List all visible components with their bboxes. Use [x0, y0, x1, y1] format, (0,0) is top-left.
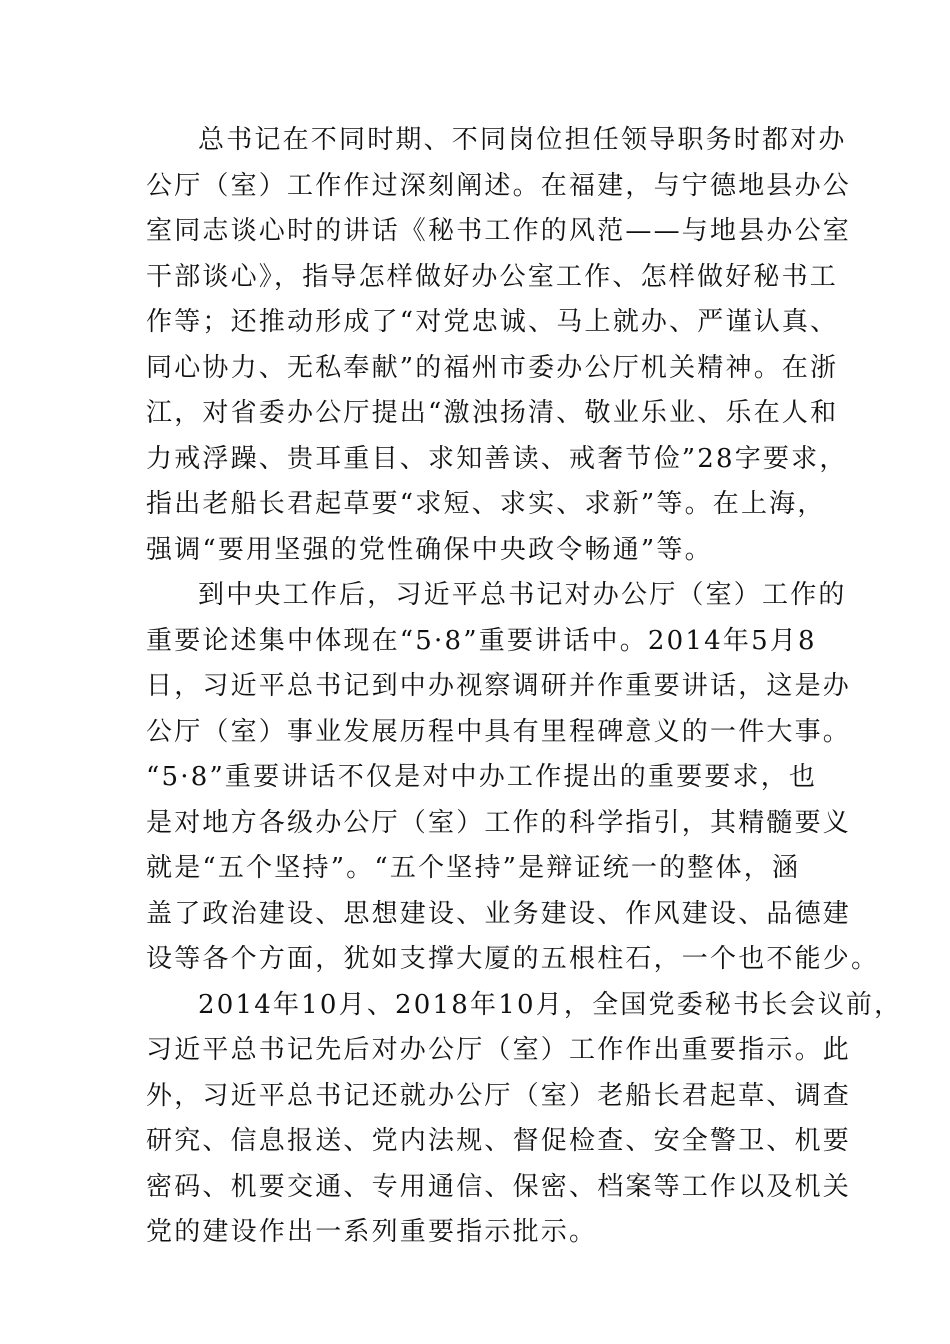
text-line: 室同志谈心时的讲话《秘书工作的风范——与地县办公室 — [146, 216, 852, 246]
text-line: 2014年10月、2018年10月，全国党委秘书长会议前， — [198, 989, 903, 1020]
text-line: 日，习近平总书记到中办视察调研并作重要讲话，这是办 — [146, 671, 852, 701]
text-line: 党的建设作出一系列重要指示批示。 — [146, 1217, 598, 1247]
text-line: 重要论述集中体现在“5·8”重要讲话中。2014年5月8 — [146, 625, 817, 656]
text-line: 干部谈心》，指导怎样做好办公室工作、怎样做好秘书工 — [146, 261, 839, 292]
text-line: 力戒浮躁、贵耳重目、求知善读、戒奢节俭”28字要求， — [146, 443, 848, 474]
text-line: 盖了政治建设、思想建设、业务建设、作风建设、品德建 — [146, 898, 852, 929]
text-line: 强调“要用坚强的党性确保中央政令畅通”等。 — [146, 534, 713, 565]
text-line: “5·8”重要讲话不仅是对中办工作提出的重要要求，也 — [146, 762, 818, 792]
text-line: 作等；还推动形成了“对党忠诚、马上就办、严谨认真、 — [146, 307, 839, 337]
text-line: 密码、机要交通、专用通信、保密、档案等工作以及机关 — [146, 1171, 852, 1202]
document-body — [146, 118, 903, 1256]
text-line: 公厅（室）工作作过深刻阐述。在福建，与宁德地县办公 — [146, 170, 852, 201]
text-line: 外，习近平总书记还就办公厅（室）老船长君起草、调查 — [146, 1080, 852, 1111]
text-line: 总书记在不同时期、不同岗位担任领导职务时都对办 — [198, 125, 847, 155]
text-line: 习近平总书记先后对办公厅（室）工作作出重要指示。此 — [146, 1035, 852, 1065]
paragraph-1 — [146, 118, 852, 573]
text-line: 就是“五个坚持”。“五个坚持”是辩证统一的整体，涵 — [146, 853, 801, 883]
paragraph-3 — [146, 983, 903, 1256]
text-line: 江，对省委办公厅提出“激浊扬清、敬业乐业、乐在人和 — [146, 398, 839, 428]
text-line: 到中央工作后，习近平总书记对办公厅（室）工作的 — [198, 580, 847, 610]
text-line: 是对地方各级办公厅（室）工作的科学指引，其精髓要义 — [146, 807, 852, 838]
text-line: 同心协力、无私奉献”的福州市委办公厅机关精神。在浙 — [146, 352, 839, 383]
text-line: 设等各个方面，犹如支撑大厦的五根柱石，一个也不能少。 — [146, 944, 880, 974]
text-line: 公厅（室）事业发展历程中具有里程碑意义的一件大事。 — [146, 716, 852, 747]
text-line: 指出老船长君起草要“求短、求实、求新”等。在上海， — [146, 489, 826, 519]
text-line: 研究、信息报送、党内法规、督促检查、安全警卫、机要 — [146, 1126, 852, 1156]
paragraph-2 — [146, 573, 880, 983]
